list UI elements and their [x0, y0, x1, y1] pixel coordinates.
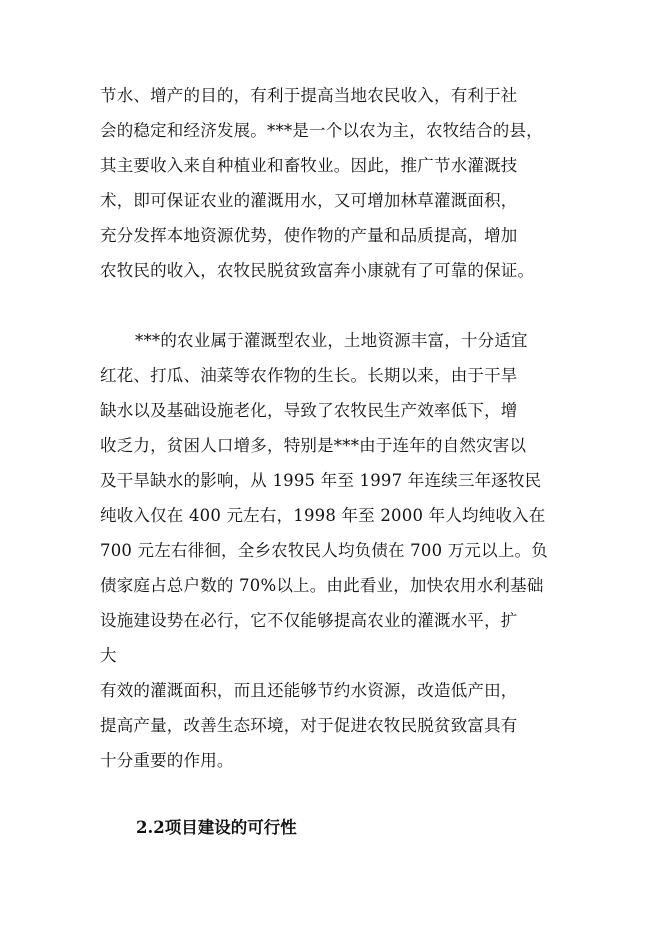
paragraph-1-line-5: 充分发挥本地资源优势，使作物的产量和品质提高，增加	[100, 226, 518, 245]
paragraph-2-line-13: 十分重要的作用。	[100, 751, 234, 770]
paragraph-2-line-7: 700 元左右徘徊，全乡农牧民人均负债在 700 万元以上。负	[100, 541, 548, 560]
paragraph-2-line-4: 收乏力，贫困人口增多，特别是***由于连年的自然灾害以	[100, 436, 527, 455]
section-heading: 2.2项目建设的可行性	[136, 818, 297, 837]
paragraph-2-line-12: 提高产量，改善生态环境，对于促进农牧民脱贫致富具有	[100, 716, 518, 735]
paragraph-2-line-1: ***的农业属于灌溉型农业，土地资源丰富，十分适宜	[135, 331, 528, 350]
paragraph-1-line-4: 术，即可保证农业的灌溉用水，又可增加林草灌溉面积，	[100, 191, 518, 210]
paragraph-2-line-11: 有效的灌溉面积，而且还能够节约水资源，改造低产田，	[100, 681, 518, 700]
paragraph-1-line-6: 农牧民的收入，农牧民脱贫致富奔小康就有了可靠的保证。	[100, 261, 535, 280]
paragraph-2-line-3: 缺水以及基础设施老化，导致了农牧民生产效率低下，增	[100, 401, 518, 420]
paragraph-2-line-8: 债家庭占总户数的 70%以上。由此看业，加快农用水利基础	[100, 576, 544, 595]
paragraph-1-line-2: 会的稳定和经济发展。***是一个以农为主，农牧结合的县，	[100, 121, 543, 140]
paragraph-2-line-6: 纯收入仅在 400 元左右，1998 年至 2000 年人均纯收入在	[100, 506, 546, 525]
paragraph-2-line-2: 红花、打瓜、油菜等农作物的生长。长期以来，由于干旱	[100, 366, 518, 385]
paragraph-1-line-1: 节水、增产的目的，有利于提高当地农民收入，有利于社	[100, 86, 518, 105]
paragraph-2-line-5: 及干旱缺水的影响，从 1995 年至 1997 年连续三年逐牧民	[100, 471, 542, 490]
paragraph-2-line-9: 设施建设势在必行，它不仅能够提高农业的灌溉水平，扩	[100, 611, 518, 630]
paragraph-2-line-10: 大	[100, 646, 117, 665]
paragraph-1-line-3: 其主要收入来自种植业和畜牧业。因此，推广节水灌溉技	[100, 156, 518, 175]
